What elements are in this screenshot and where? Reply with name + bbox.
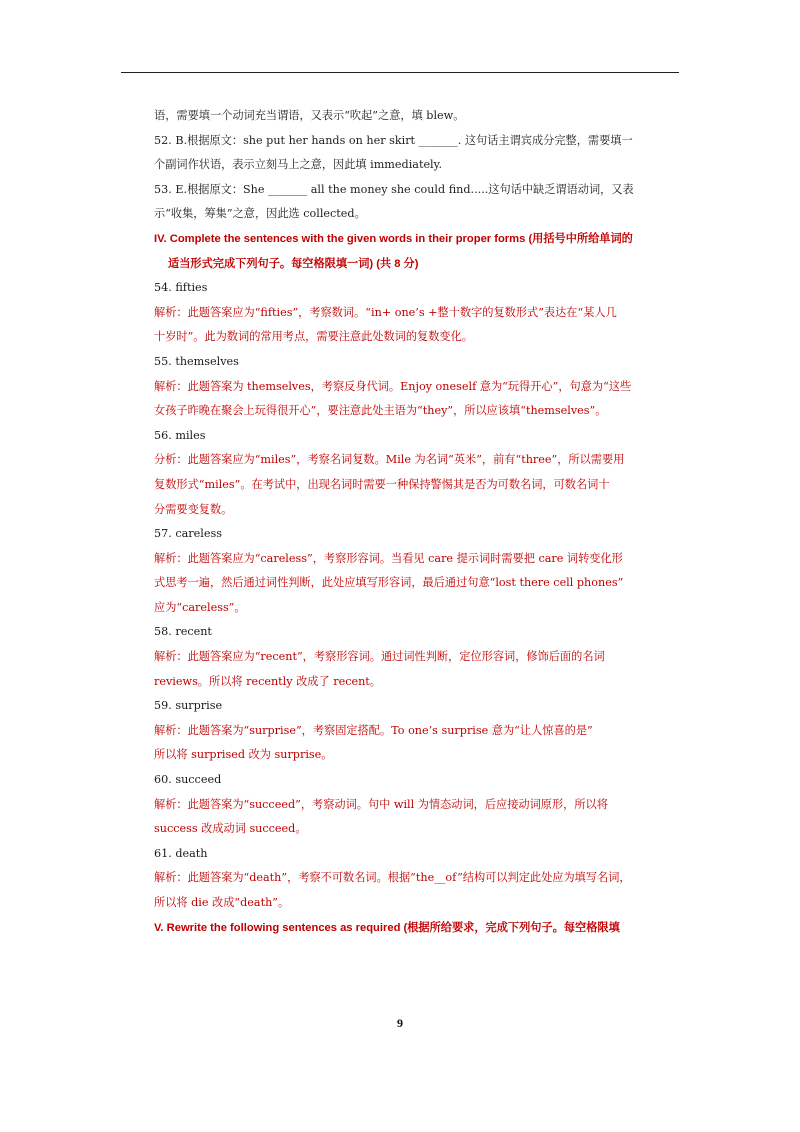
explanation bbox=[154, 448, 688, 522]
answer-line: 60. succeed bbox=[154, 773, 222, 787]
explanation bbox=[154, 301, 688, 350]
explanation-line: 十岁时”。此为数词的常用考点，需要注意此处数词的复数变化。 bbox=[154, 330, 473, 344]
answer-line: 59. surprise bbox=[154, 699, 223, 713]
explanation bbox=[154, 375, 688, 424]
explanation-line: 式思考一遍，然后通过词性判断，此处应填写形容词，最后通过句意“lost there cell phones” bbox=[154, 576, 624, 590]
explanation-line: 女孩子昨晚在聚会上玩得很开心”，要注意此处主语为“they”，所以应该填“themselves”。 bbox=[154, 404, 607, 418]
section-5-heading bbox=[154, 916, 688, 941]
section-4-heading bbox=[154, 227, 688, 276]
page-number: 9 bbox=[397, 1016, 403, 1030]
continued-text bbox=[154, 104, 688, 227]
answer-line: 54. fifties bbox=[154, 281, 208, 295]
answer-line: 56. miles bbox=[154, 428, 206, 442]
explanation-line: reviews。所以将 recently 改成了 recent。 bbox=[154, 674, 381, 688]
heading-line: IV. Complete the sentences with the given words in their proper forms (用括号中所给单词的 bbox=[154, 232, 633, 245]
explanation bbox=[154, 547, 688, 621]
text-line: 示“收集，筹集”之意，因此选 collected。 bbox=[154, 207, 366, 221]
explanation-line: 解析：此题答案为“surprise”，考察固定搭配。To one’s surprise 意为“让人惊喜的是” bbox=[154, 723, 593, 737]
answer-item-56 bbox=[154, 424, 688, 522]
text-line: 52. B.根据原文：she put her hands on her skirt _______. 这句话主谓宾成分完整，需要填一 bbox=[154, 133, 633, 147]
explanation-line: 复数形式“miles”。在考试中，出现名词时需要一种保持警惕其是否为可数名词，可数名词十 bbox=[154, 477, 610, 491]
answer-item-54 bbox=[154, 276, 688, 350]
heading-line: V. Rewrite the following sentences as required (根据所给要求，完成下列句子。每空格限填 bbox=[154, 921, 620, 934]
explanation-line: 解析：此题答案为“succeed”，考察动词。句中 will 为情态动词，后应接动词原形，所以将 bbox=[154, 797, 608, 811]
text-line: 53. E.根据原文：She _______ all the money she could find.....这句话中缺乏谓语动词，又表 bbox=[154, 182, 634, 196]
explanation-line: 解析：此题答案应为“recent”，考察形容词。通过词性判断，定位形容词，修饰后面的名词 bbox=[154, 650, 605, 664]
explanation-line: 所以将 die 改成“death”。 bbox=[154, 896, 290, 909]
text-line: 语，需要填一个动词充当谓语，又表示“吹起”之意，填 blew。 bbox=[154, 109, 465, 122]
answer-line: 58. recent bbox=[154, 625, 212, 639]
explanation-line: 应为“careless”。 bbox=[154, 600, 246, 614]
answer-line: 55. themselves bbox=[154, 354, 239, 368]
explanation-line: 所以将 surprised 改为 surprise。 bbox=[154, 748, 333, 762]
explanation bbox=[154, 793, 688, 842]
answer-item-57 bbox=[154, 522, 688, 620]
answer-item-55 bbox=[154, 350, 688, 424]
explanation-line: 解析：此题答案应为“careless”，考察形容词。当看见 care 提示词时需要把 care 词转变化形 bbox=[154, 551, 623, 565]
answer-item-59 bbox=[154, 694, 688, 768]
answer-line: 61. death bbox=[154, 846, 208, 860]
explanation-line: 解析：此题答案为 themselves，考察反身代词。Enjoy oneself 意为“玩得开心”，句意为“这些 bbox=[154, 379, 632, 393]
page-content bbox=[154, 104, 688, 940]
explanation bbox=[154, 866, 688, 915]
answer-item-61 bbox=[154, 842, 688, 916]
header-rule bbox=[121, 72, 679, 73]
explanation-line: 分需要变复数。 bbox=[154, 502, 233, 516]
explanation-line: 分析：此题答案应为“miles”，考察名词复数。Mile 为名词“英米”，前有“three”，所以需要用 bbox=[154, 453, 625, 467]
heading-line: 适当形式完成下列句子。每空格限填一词) (共 8 分) bbox=[168, 257, 419, 270]
answer-line: 57. careless bbox=[154, 527, 222, 541]
explanation-line: 解析：此题答案应为“fifties”，考察数词。“in+ one’s +整十数字的复数形式”表达在“某人几 bbox=[154, 305, 617, 319]
answer-item-58 bbox=[154, 620, 688, 694]
text-line: 个副词作状语，表示立刻马上之意，因此填 immediately. bbox=[154, 158, 443, 172]
explanation bbox=[154, 719, 688, 768]
answer-item-60 bbox=[154, 768, 688, 842]
explanation-line: 解析：此题答案为“death”，考察不可数名词。根据“the__of”结构可以判定此处应为填写名词， bbox=[154, 871, 631, 885]
explanation bbox=[154, 645, 688, 694]
explanation-line: success 改成动词 succeed。 bbox=[154, 822, 307, 836]
